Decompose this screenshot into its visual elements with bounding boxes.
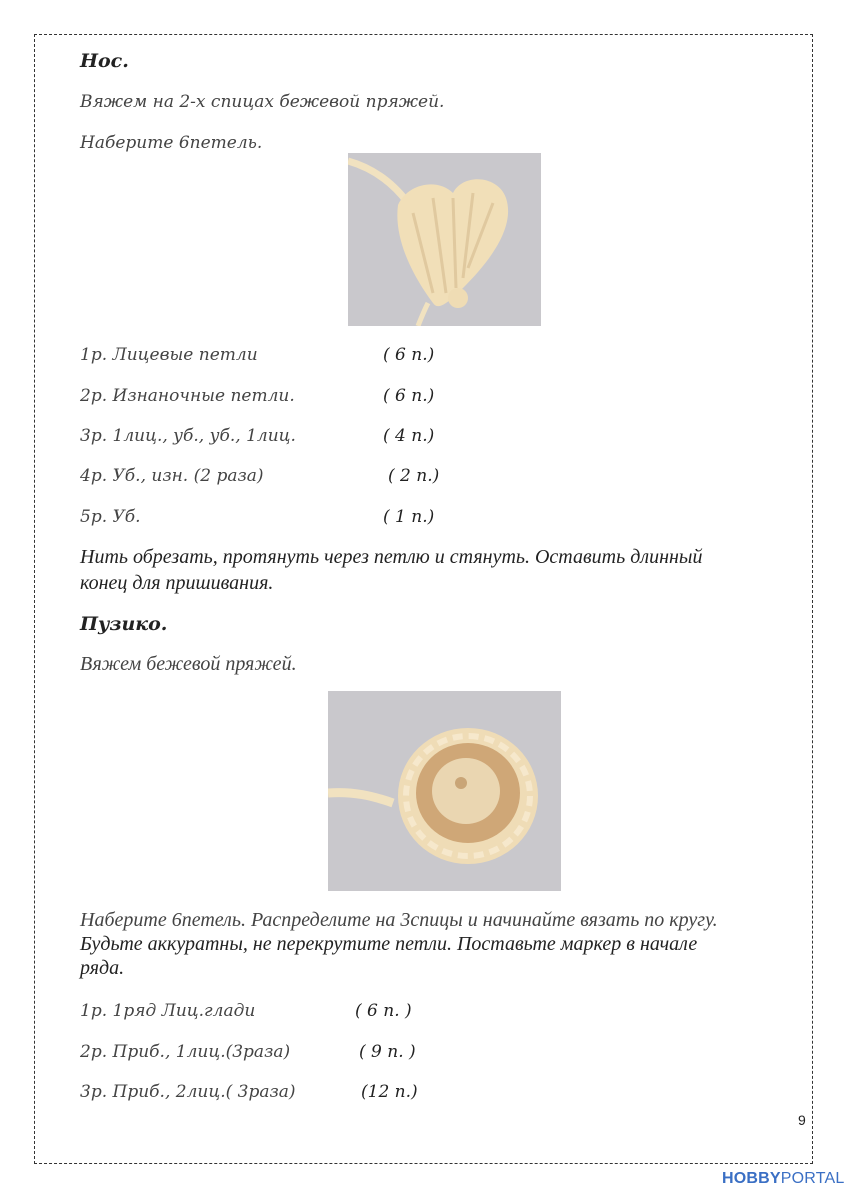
nose-row-1: 1р. Лицевые петли — [80, 345, 258, 365]
belly-row-1-count: ( 6 п. ) — [355, 1001, 412, 1021]
page-number: 9 — [798, 1112, 806, 1128]
belly-row-2: 2р. Приб., 1лиц.(3раза) — [80, 1042, 291, 1062]
nose-row-2: 2р. Изнаночные петли. — [80, 386, 295, 406]
belly-row-1: 1р. 1ряд Лиц.глади — [80, 1001, 256, 1021]
nose-row-4-count: ( 2 п.) — [388, 466, 440, 486]
nose-photo — [348, 153, 541, 326]
brand-logo-part-2: PORTAL — [780, 1170, 845, 1187]
nose-finish-line-2: конец для пришивания. — [80, 572, 274, 594]
brand-logo-part-1: HOBBY — [722, 1170, 781, 1187]
belly-instructions-line-2: Будьте аккуратны, не перекрутите петли. Поставьте маркер в начале — [80, 933, 698, 955]
belly-row-2-count: ( 9 п. ) — [359, 1042, 416, 1062]
belly-instructions-line-1: Наберите 6петель. Распределите на 3спицы и начинайте вязать по кругу. — [80, 909, 718, 931]
nose-row-3-count: ( 4 п.) — [383, 426, 435, 446]
belly-row-3-count: (12 п.) — [361, 1082, 418, 1102]
nose-row-2-count: ( 6 п.) — [383, 386, 435, 406]
belly-heading: Пузико. — [80, 613, 168, 635]
nose-row-4: 4р. Уб., изн. (2 раза) — [80, 466, 264, 486]
brand-logo — [722, 1170, 845, 1188]
belly-photo — [328, 691, 561, 891]
nose-row-1-count: ( 6 п.) — [383, 345, 435, 365]
nose-cast-on: Наберите 6петель. — [80, 133, 263, 153]
nose-intro: Вяжем на 2-х спицах бежевой пряжей. — [80, 92, 445, 112]
nose-row-3: 3р. 1лиц., уб., уб., 1лиц. — [80, 426, 296, 446]
belly-intro: Вяжем бежевой пряжей. — [80, 653, 297, 675]
nose-finish-line-1: Нить обрезать, протянуть через петлю и стянуть. Оставить длинный — [80, 546, 703, 568]
belly-instructions-line-3: ряда. — [80, 957, 125, 979]
nose-heading: Нос. — [80, 50, 129, 72]
nose-row-5: 5р. Уб. — [80, 507, 141, 527]
belly-row-3: 3р. Приб., 2лиц.( 3раза) — [80, 1082, 296, 1102]
nose-row-5-count: ( 1 п.) — [383, 507, 435, 527]
